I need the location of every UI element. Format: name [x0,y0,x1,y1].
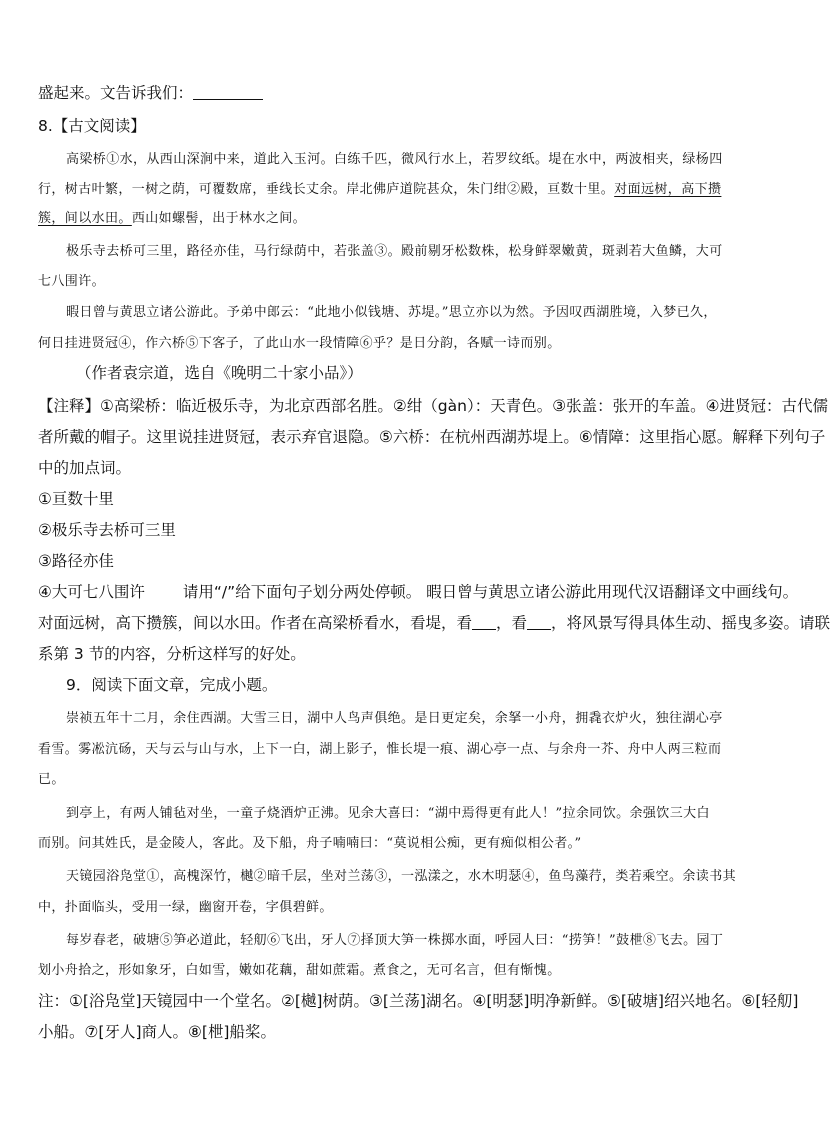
classical-text-line: 高梁桥①水，从西山深涧中来，道此入玉河。白练千匹，微风行水上，若罗纹纸。堤在水中，两波相夹，绿杨四 [66,152,723,167]
task-text: ，将风景写得具体生动、摇曳多姿。请联 [551,614,830,632]
notes-line: 注：①[浴凫堂]天镜园中一个堂名。②[樾]树荫。③[兰荡]湖名。④[明瑟]明净新鲜。⑤[破塘]绍兴地名。⑥[轻舠] [38,992,799,1010]
question-line [38,577,799,607]
notes-line: 中的加点词。 [38,459,132,477]
text-fragment: 西山如螺髻，出于林水之间。 [131,211,307,226]
question-9-heading: 9．阅读下面文章，完成小题。 [66,676,278,694]
passage-line: 崇祯五年十二月，余住西湖。大雪三日，湖中人鸟声俱绝。是日更定矣，余拏一小舟，拥毳衣炉火，独往湖心亭 [66,711,723,726]
passage-line: 每岁春老，破塘⑤笋必道此，轻舠⑥飞出，牙人⑦择顶大笋一株掷水面，呼园人曰：“捞笋！”鼓枻⑧飞去。园丁 [66,933,724,948]
source-attribution: （作者袁宗道，选自《晚明二十家小品》） [76,364,363,382]
passage-line: 看雪。雾凇沆砀，天与云与山与水，上下一白，湖上影子，惟长堤一痕、湖心亭一点、与余舟一芥、舟中人两三粒而 [38,742,722,757]
classical-text-line: 七八围许。 [38,274,106,289]
underlined-sentence: 簇，间以水田。 [38,211,132,226]
text-fragment: 盛起来。文告诉我们： [38,84,194,102]
classical-text-line: 何日挂进贤冠④，作六桥⑤下客子，了此山水一段情障⑥乎？是日分韵，各赋一诗而别。 [38,336,561,351]
task-text: ，看 [496,614,528,632]
classical-text-line [38,204,768,234]
classical-text-line: 极乐寺去桥可三里，路径亦佳，马行绿荫中，若张盖③。殿前剔牙松数株，松身鲜翠嫩黄，斑剥若大鱼鳞，大可 [66,244,723,259]
passage-line: 划小舟拾之，形如象牙，白如雪，嫩如花藕，甜如蔗霜。煮食之，无可名言，但有惭愧。 [38,963,561,978]
list-item: ④大可七八围许 [38,583,145,601]
list-item: ③路径亦佳 [38,552,114,570]
task-text: 对面远树，高下攒簇，间以水田。作者在高梁桥看水，看堤，看 [38,614,473,632]
question-line [38,608,830,638]
classical-text-line [38,175,768,205]
list-item: ①亘数十里 [38,490,114,508]
question-line: 系第 3 节的内容，分析这样写的好处。 [38,645,306,663]
classical-text-line: 暇日曾与黄思立诸公游此。予弟中郎云：“此地小似钱塘、苏堤。”思立亦以为然。予因叹西湖胜境，入梦已久， [66,305,717,320]
text-line [38,78,768,108]
text-fragment: 行，树古叶繁，一树之荫，可覆数席，垂线长丈余。岸北佛庐道院甚众，朱门绀②殿，亘数十里。 [38,182,615,197]
notes-line: 小船。⑦[牙人]商人。⑧[枻]船桨。 [38,1023,276,1041]
passage-line: 而别。问其姓氏，是金陵人，客此。及下船，舟子喃喃曰：“莫说相公痴，更有痴似相公者。” [38,836,582,851]
task-text: 请用“/”给下面句子划分两处停顿。 暇日曾与黄思立诸公游此用现代汉语翻译文中画线句。 [182,583,799,601]
passage-line: 到亭上，有两人铺毡对坐，一童子烧酒炉正沸。见余大喜曰：“湖中焉得更有此人！”拉余同饮。余强饮三大白 [66,806,710,821]
passage-line: 中，扑面临头，受用一绿，幽窗开卷，字俱碧鲜。 [38,900,333,915]
answer-blank[interactable] [193,83,263,100]
list-item: ②极乐寺去桥可三里 [38,521,176,539]
passage-line: 已。 [38,772,65,787]
underlined-sentence: 对面远树，高下攒 [614,182,722,197]
question-8-heading: 8.【古文阅读】 [38,117,146,135]
passage-line: 天镜园浴凫堂①，高槐深竹，樾②暗千层，坐对兰荡③，一泓漾之，水木明瑟④，鱼鸟藻荇，类若乘空。余读书其 [66,869,737,884]
answer-blank[interactable] [472,613,496,630]
answer-blank[interactable] [527,613,551,630]
notes-line: 者所戴的帽子。这里说挂进贤冠，表示弃官退隐。⑤六桥：在杭州西湖苏堤上。⑥情障：这里指心愿。解释下列句子 [38,428,826,446]
notes-line: 【注释】①高梁桥：临近极乐寺，为北京西部名胜。②绀（gàn）：天青色。③张盖：张开的车盖。④进贤冠：古代儒 [38,397,828,415]
